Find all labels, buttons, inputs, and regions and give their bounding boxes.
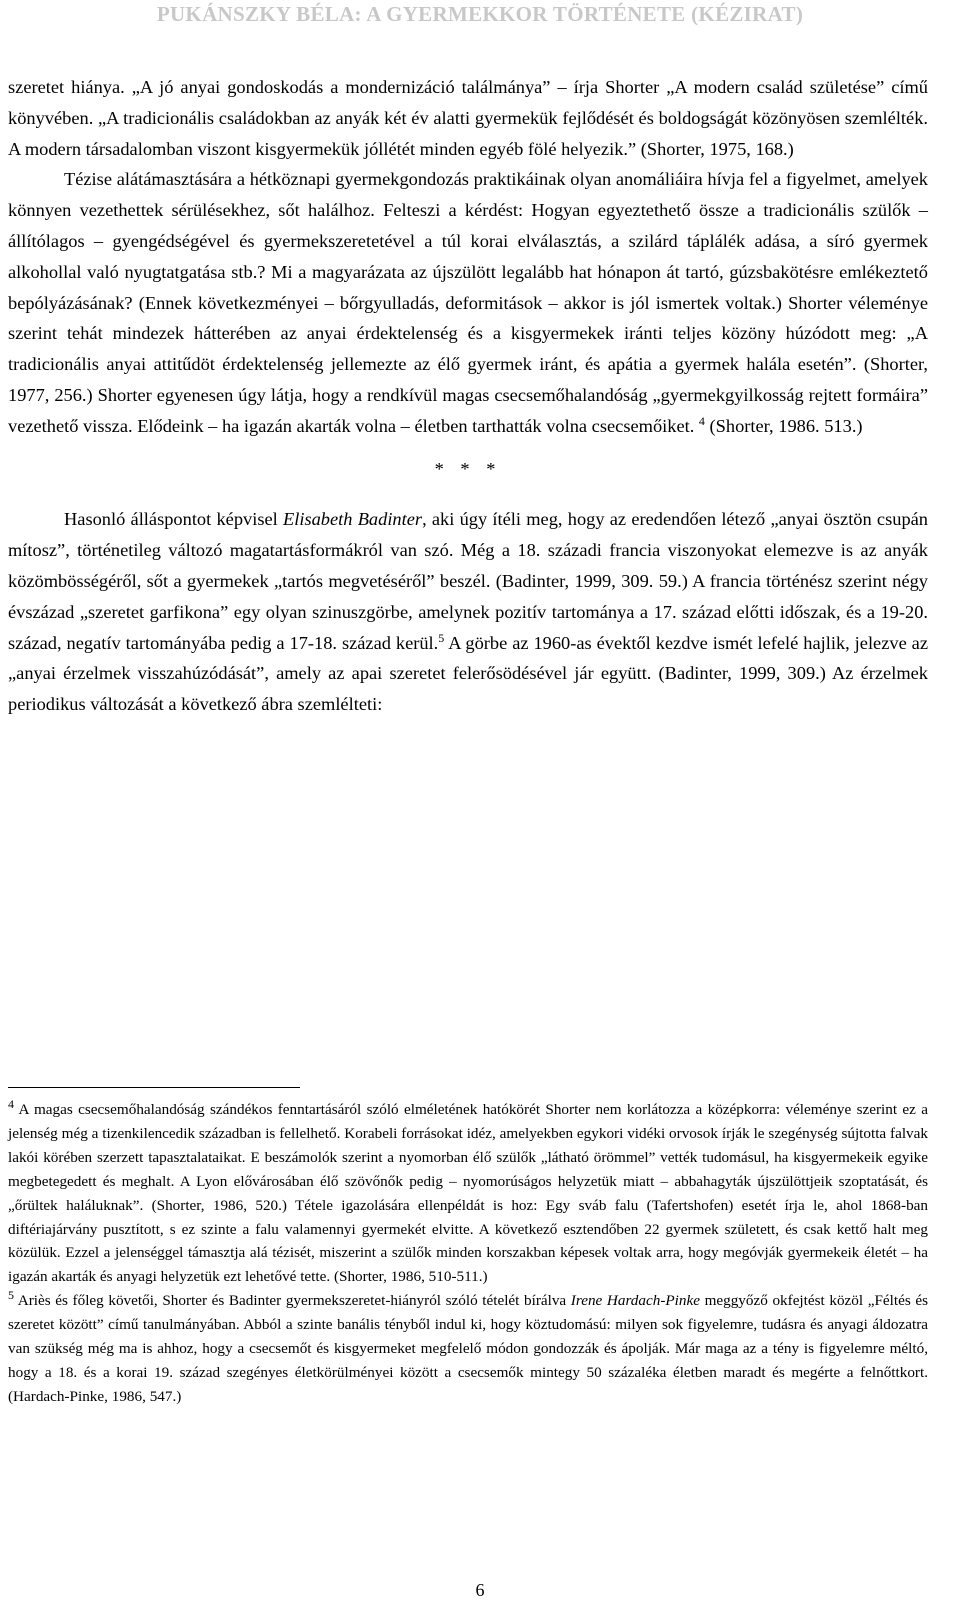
section-separator: * * *: [434, 458, 502, 479]
paragraph-3: [8, 504, 928, 720]
paragraph-3-text-c: A görbe az 1960-as évektől kezdve ismét lefelé hajlik, jelezve az „anyai érzelmek visszahúzódását”, amely az apai szeretet felerősödésével jár együtt. (Badinter, 1999, 309.) Az érzelmek periodikus változását a következő ábra szemlélteti:: [8, 632, 928, 715]
footnote-ref-4[interactable]: 4: [698, 413, 705, 428]
footnote-ref-5[interactable]: 5: [438, 630, 445, 645]
footnote-divider: [8, 1087, 300, 1088]
paragraph-3-text-a: Hasonló álláspontot képvisel: [64, 509, 283, 530]
footnote-5-number: 5: [8, 1288, 14, 1303]
page-number: 6: [475, 1580, 485, 1600]
footnote-5-text-a: Ariès és főleg követői, Shorter és Badinter gyermekszeretet-hiányról szóló tételét bírálva: [17, 1292, 571, 1310]
footnote-5-text-b: meggyőző okfejtést közöl „Féltés és szeretet között” című tanulmányában. Abból a szinte banális tényből indul ki, hogy köztudomású: milyen sok figyelemre, tudásra és anyagi áldozatra van szükség még ma is ahhoz, hogy a csecsemőt és kisgyermeket megfelelő módon gondozzák és ápolják. Már maga az a tény is figyelemre méltó, hogy a 18. és a korai 19. század szegényes életkörülményei között a csecsemők mintegy 50 százaléka életben maradt és megérte a felnőttkort. (Hardach-Pinke, 1986, 547.): [8, 1292, 928, 1405]
running-header: PUKÁNSZKY BÉLA: A GYERMEKKOR TÖRTÉNETE (KÉZIRAT): [156, 2, 804, 26]
footnotes: [8, 1098, 928, 1409]
paragraph-2: [8, 164, 928, 441]
paragraph-3-text-b: , aki úgy ítéli meg, hogy az eredendően létező „anyai ösztön csupán mítosz”, történetileg változó magatartásformákról van szó. Még a 18. századi francia viszonyokat elemezve is az anyák közömbösségéről, sőt a gyermekek „tartós megvetéséről” beszél. (Badinter, 1999, 309. 59.) A francia történész szerint négy évszázad „szeretet garfikona” egy olyan szinuszgörbe, amelynek pozitív tartománya a 17. század előtti időszak, és a 19-20. század, negatív tartományába pedig a 17-18. század kerül.: [8, 509, 928, 653]
paragraph-2-citation: (Shorter, 1986. 513.): [709, 415, 863, 436]
footnote-4-number: 4: [8, 1096, 14, 1111]
main-text: [8, 72, 928, 720]
footnote-4: [8, 1098, 928, 1289]
paragraph-2-text: Tézise alátámasztására a hétköznapi gyermekgondozás praktikáinak olyan anomáliáira hívja fel a figyelmet, amelyek könnyen vezethettek sérülésekhez, sőt halálhoz. Felteszi a kérdést: Hogyan egyeztethető össze a tradicionális szülők – állítólagos – gyengédségével és gyermekszeretetével a túl korai elválasztás, a szilárd táplálék adása, a síró gyermek alkohollal való nyugtatgatása stb.? Mi a magyarázata az újszülött legalább hat hónapon át tartó, gúzsbakötésre emlékeztető bepólyázásának? (Ennek következményei – bőrgyulladás, deformitások – akkor is jól ismertek voltak.) Shorter véleménye szerint tehát mindezek hátterében az anyai érdektelenség és a kisgyermekek iránti teljes közöny húzódott meg: „A tradicionális anyai attitűdöt érdektelenség jellemezte az élő gyermek iránt, és apátia a gyermek halála esetén”. (Shorter, 1977, 256.) Shorter egyenesen úgy látja, hogy a rendkívül magas csecsemőhalandóság „gyermekgyilkosság rejtett formáira” vezethető vissza. Elődeink – ha igazán akarták volna – életben tarthatták volna csecsemőiket.: [8, 169, 928, 436]
footnote-5: [8, 1289, 928, 1409]
paragraph-1: szeretet hiánya. „A jó anyai gondoskodás a mondernizáció találmánya” – írja Shorter „A modern család születése” című könyvében. „A tradicionális családokban az anyák két év alatti gyermekük fejlődését és boldogságát közönyösen szemlélték. A modern társadalomban viszont kisgyermekük jóllétét minden egyéb fölé helyezik.” (Shorter, 1975, 168.): [8, 77, 928, 159]
author-name-badinter: Elisabeth Badinter: [283, 509, 423, 530]
footnote-4-text: A magas csecsemőhalandóság szándékos fenntartásáról szóló elméletének hatókörét Shorter nem korlátozza a középkorra: véleménye szerint ez a jelenség még a tizenkilencedik században is fellelhető. Korabeli forrásokat idéz, amelyekben egykori vidéki orvosok írják le szegénység sújtotta falvak lakói körében szerzett tapasztalataikat. E beszámolók szerint a nyomorban élő szülők „látható örömmel” vették tudomásul, ha kisgyermekeik egyike megbetegedett és meghalt. A Lyon elővárosában élő szövőnők pedig – nyomorúságos helyzetük miatt – abbahagyták újszülöttjeik szoptatását, és „őrültek haláluknak”. (Shorter, 1986, 520.) Tétele igazolására ellenpéldát is hoz: Egy sváb falu (Tafertshofen) esetét írja le, ahol 1868-ban diftériajárvány pusztított, s ez szinte a falu valamennyi gyermekét elvitte. A következő esztendőben 22 gyermek született, és csak kettő halt meg közülük. Ezzel a jelenséggel támasztja alá tézisét, miszerint a szülők minden korszakban képesek voltak arra, hogy megóvják gyermekeik életét – ha igazán akarták és anyagi helyzetük ezt lehetővé tette. (Shorter, 1986, 510-511.): [8, 1101, 928, 1286]
author-name-hardach-pinke: Irene Hardach-Pinke: [570, 1292, 700, 1310]
